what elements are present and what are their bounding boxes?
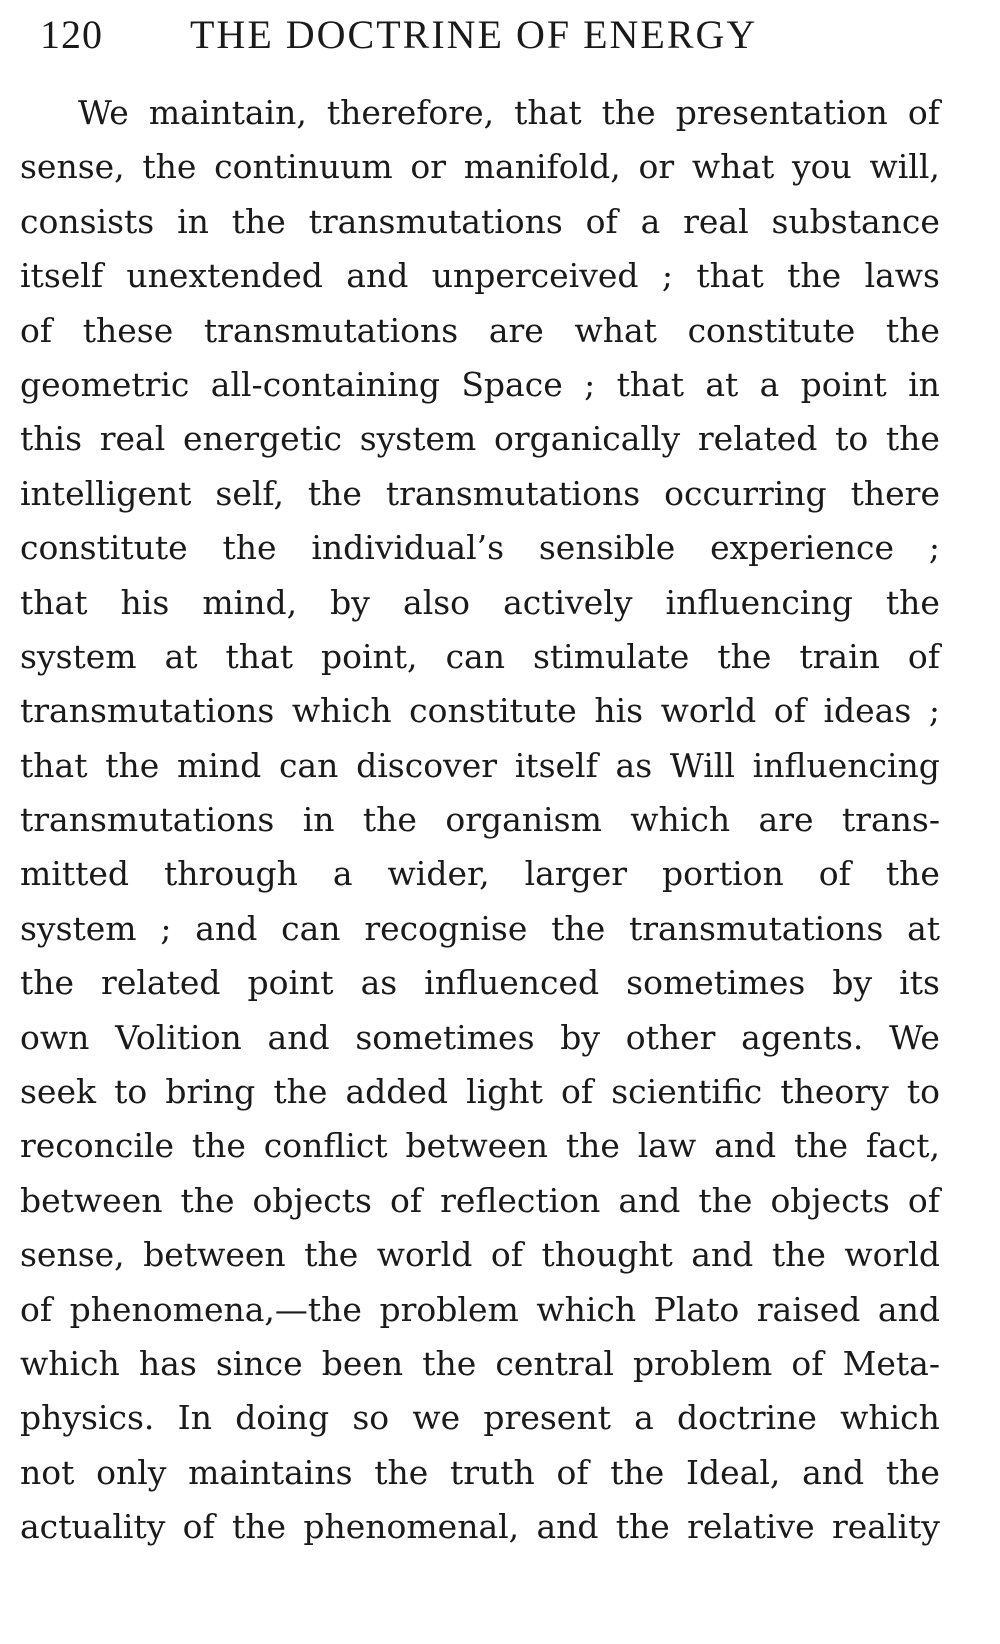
word: also [403, 582, 471, 622]
word: the [551, 908, 606, 948]
word: the [304, 1235, 359, 1275]
word: ; [584, 364, 596, 404]
word: this [20, 419, 83, 459]
word: and [618, 1180, 681, 1220]
word: point, [321, 636, 418, 676]
word: to [906, 1072, 940, 1112]
word: point [800, 364, 887, 404]
word: stimulate [532, 636, 690, 676]
word: wider, [387, 854, 490, 894]
word: the [105, 745, 160, 785]
word: has [138, 1343, 197, 1383]
text-line [20, 195, 940, 249]
word: recognise [364, 908, 528, 948]
word: transmutations [385, 473, 641, 513]
word: the [180, 1180, 235, 1220]
text-line [20, 304, 940, 358]
word: and [714, 1126, 777, 1166]
word: self, [215, 473, 284, 513]
text-line [20, 1337, 940, 1391]
word: we [412, 1398, 461, 1438]
word: of [907, 1180, 940, 1220]
word: influencing [665, 582, 853, 622]
word: as [615, 745, 653, 785]
word: by [832, 963, 873, 1003]
word: a [759, 364, 780, 404]
word: as [360, 963, 398, 1003]
word: between [405, 1126, 549, 1166]
word: sense, [20, 147, 125, 187]
word: only [96, 1452, 167, 1492]
text-line [20, 1065, 940, 1119]
word: ; [928, 528, 940, 568]
word: his [594, 691, 644, 731]
word: at [705, 364, 739, 404]
word: to [114, 1072, 148, 1112]
word: that [20, 582, 88, 622]
word: occurring [664, 473, 827, 513]
word: world [660, 691, 757, 731]
text-line [20, 1174, 940, 1228]
word: added [345, 1072, 449, 1112]
word: larger [524, 854, 628, 894]
word: ideas [823, 691, 912, 731]
word: experience [710, 528, 895, 568]
word: We [889, 1017, 940, 1057]
word: the [222, 528, 277, 568]
word: the [565, 1126, 620, 1166]
word: constitute [687, 310, 856, 350]
word: world [376, 1235, 473, 1275]
word: of [20, 1289, 53, 1329]
word: what [691, 147, 775, 187]
word: related [697, 419, 818, 459]
word: doing [235, 1398, 330, 1438]
word: which [20, 1343, 120, 1383]
text-line [20, 1228, 940, 1282]
word: the [793, 1126, 849, 1166]
word: geometric [20, 364, 190, 404]
word: reconcile [20, 1126, 175, 1166]
text-line [20, 249, 940, 303]
word: a [640, 201, 661, 241]
word: real [683, 201, 749, 241]
word: doctrine [677, 1398, 817, 1438]
word: the [717, 636, 772, 676]
word: the [191, 1126, 246, 1166]
word: in [908, 364, 940, 404]
word: the [885, 310, 940, 350]
word: constitute [20, 528, 188, 568]
word: system [20, 636, 137, 676]
word: the [787, 256, 842, 296]
word: by [560, 1017, 601, 1057]
word: a [634, 1398, 654, 1438]
text-line [20, 902, 940, 956]
paragraph [20, 86, 940, 1555]
word: fact, [865, 1126, 940, 1166]
word: itself [514, 745, 598, 785]
word: sense, [20, 1235, 125, 1275]
word: the [885, 419, 940, 459]
word: theory [780, 1072, 889, 1112]
text-line [20, 86, 940, 140]
word: which [536, 1289, 637, 1329]
word: the [885, 854, 940, 894]
word: the [601, 93, 656, 132]
word: itself [20, 256, 104, 296]
text-line [20, 630, 940, 684]
word: related [101, 963, 221, 1003]
text-line [20, 1283, 940, 1337]
text-line [20, 576, 940, 630]
word: Volition [115, 1017, 242, 1057]
word: what [574, 310, 657, 350]
word: therefore, [326, 93, 495, 132]
word: system [359, 419, 477, 459]
word: physics. [20, 1398, 155, 1438]
word: raised [756, 1289, 861, 1329]
word: relative [687, 1507, 815, 1547]
word: there [850, 473, 940, 513]
word: of [389, 1180, 423, 1220]
word: conflict [263, 1126, 388, 1166]
text-line [20, 684, 940, 738]
word: mitted [20, 854, 130, 894]
word: bring [165, 1072, 256, 1112]
word: Plato [653, 1289, 740, 1329]
word: Will [669, 745, 735, 785]
word: energetic [182, 419, 343, 459]
word: at [907, 908, 940, 948]
word: organically [494, 419, 681, 459]
word: other [625, 1017, 716, 1057]
word: actively [503, 582, 633, 622]
word: the [422, 1343, 477, 1383]
text-line [20, 793, 940, 847]
word: that [696, 256, 764, 296]
word: reflection [440, 1180, 601, 1220]
word: in [177, 201, 209, 241]
word: light [466, 1072, 543, 1112]
word: presentation [675, 93, 888, 132]
word: and [346, 256, 409, 296]
word: these [82, 310, 174, 350]
word: system [20, 908, 137, 948]
word: which [630, 800, 731, 840]
word: transmutations [20, 800, 275, 840]
word: sensible [538, 528, 676, 568]
word: all-containing [210, 364, 440, 404]
word: sometimes [355, 1017, 535, 1057]
word: maintains [188, 1452, 353, 1492]
word: influenced [424, 963, 600, 1003]
word: the [231, 201, 286, 241]
word: law [637, 1126, 697, 1166]
word: world [844, 1235, 940, 1275]
text-line [20, 140, 940, 194]
word: objects [770, 1180, 890, 1220]
word: the [362, 800, 417, 840]
text-line [20, 1391, 940, 1445]
word: Space [461, 364, 563, 404]
word: the [771, 1235, 826, 1275]
word: that [225, 636, 293, 676]
word: the [232, 1507, 287, 1547]
word: been [321, 1343, 404, 1383]
word: individual’s [311, 528, 505, 568]
word: transmutations [20, 691, 275, 731]
word: manifold, [463, 147, 621, 187]
word: scientific [611, 1072, 763, 1112]
word: the [885, 582, 940, 622]
word: not [20, 1452, 75, 1492]
word: that [514, 93, 582, 132]
word: or [410, 147, 447, 187]
word: of [818, 854, 851, 894]
word: central [495, 1343, 614, 1383]
word: the [273, 1072, 328, 1112]
word: ; [160, 908, 172, 948]
word: real [99, 419, 166, 459]
word: portion [662, 854, 784, 894]
page-number: 120 [40, 12, 103, 57]
text-line [20, 739, 940, 793]
word: since [215, 1343, 303, 1383]
word: sometimes [626, 963, 806, 1003]
word: Meta- [842, 1343, 940, 1383]
word: that [616, 364, 685, 404]
running-head [40, 10, 940, 60]
word: problem [379, 1289, 519, 1329]
word: consists [20, 201, 155, 241]
word: the [610, 1452, 665, 1492]
word: between [143, 1235, 286, 1275]
word: and [267, 1017, 330, 1057]
word: thought [541, 1235, 673, 1275]
word: influencing [752, 745, 940, 785]
word: intelligent [20, 473, 192, 513]
word: reality [831, 1507, 940, 1547]
word: We [78, 93, 129, 132]
word: that [20, 745, 88, 785]
word: continuum [214, 147, 393, 187]
running-title: THE DOCTRINE OF ENERGY [190, 12, 758, 57]
text-line [20, 1446, 940, 1500]
text-line [20, 1011, 940, 1065]
word: Ideal, [685, 1452, 781, 1492]
word: of [490, 1235, 523, 1275]
word: maintain, [148, 93, 307, 132]
word: phenomenal, [303, 1507, 520, 1547]
word: and [195, 908, 258, 948]
word: the [142, 147, 197, 187]
word: of [585, 201, 618, 241]
text-line [20, 956, 940, 1010]
word: agents. [741, 1017, 864, 1057]
word: so [352, 1398, 390, 1438]
word: organism [445, 800, 602, 840]
word: mind, [202, 582, 298, 622]
word: trans- [841, 800, 940, 840]
word: transmutations [629, 908, 884, 948]
word: ; [661, 256, 673, 296]
word: its [899, 963, 940, 1003]
word: and [802, 1452, 865, 1492]
word: will, [869, 147, 940, 187]
word: actuality [20, 1507, 166, 1547]
word: phenomena,—the [69, 1289, 362, 1329]
word: through [164, 854, 298, 894]
text-line [20, 1500, 940, 1554]
word: of [20, 310, 53, 350]
word: constitute [409, 691, 577, 731]
word: of [561, 1072, 594, 1112]
word: of [791, 1343, 824, 1383]
word: own [20, 1017, 90, 1057]
word: are [488, 310, 544, 350]
word: are [758, 800, 814, 840]
word: In [177, 1398, 212, 1438]
word: train [799, 636, 880, 676]
word: of [907, 93, 940, 132]
word: of [907, 636, 940, 676]
word: substance [771, 201, 940, 241]
text-line [20, 1119, 940, 1173]
word: which [840, 1398, 940, 1438]
word: the [698, 1180, 753, 1220]
word: and [877, 1289, 940, 1329]
word: discover [356, 745, 498, 785]
word: you [792, 147, 852, 187]
word: the [615, 1507, 670, 1547]
word: can [445, 636, 505, 676]
word: present [483, 1398, 611, 1438]
text-line [20, 358, 940, 412]
word: by [330, 582, 370, 622]
word: transmutations [308, 201, 563, 241]
text-line [20, 467, 940, 521]
word: his [120, 582, 170, 622]
word: objects [252, 1180, 372, 1220]
word: the [20, 963, 75, 1003]
word: or [638, 147, 675, 187]
word: unperceived [431, 256, 639, 296]
word: in [302, 800, 335, 840]
word: seek [20, 1072, 96, 1112]
word: laws [864, 256, 940, 296]
word: to [835, 419, 869, 459]
word: unextended [126, 256, 323, 296]
word: can [278, 745, 339, 785]
word: between [20, 1180, 163, 1220]
word: ; [928, 691, 940, 731]
word: of [556, 1452, 589, 1492]
text-line [20, 521, 940, 575]
word: at [164, 636, 198, 676]
text-line [20, 847, 940, 901]
word: point [247, 963, 334, 1003]
word: the [307, 473, 362, 513]
text-line [20, 412, 940, 466]
word: transmutations [203, 310, 459, 350]
word: and [536, 1507, 599, 1547]
word: a [332, 854, 353, 894]
word: truth [449, 1452, 535, 1492]
word: mind [176, 745, 262, 785]
word: the [374, 1452, 429, 1492]
word: problem [633, 1343, 773, 1383]
word: of [773, 691, 806, 731]
word: and [691, 1235, 754, 1275]
word: which [291, 691, 392, 731]
word: of [182, 1507, 215, 1547]
word: the [885, 1452, 940, 1492]
word: can [281, 908, 341, 948]
